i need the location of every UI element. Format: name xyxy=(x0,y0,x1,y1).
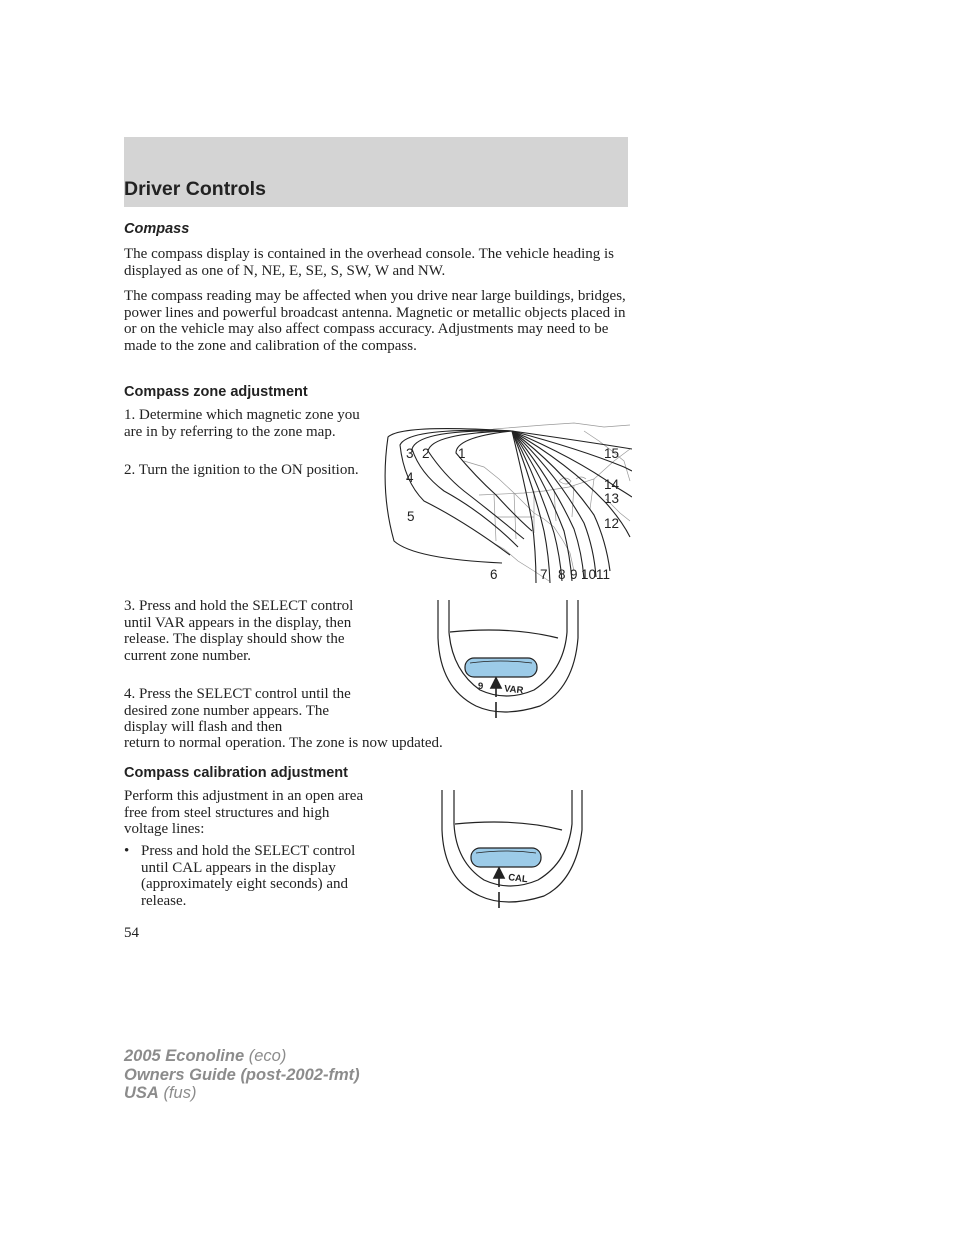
console-panel-line xyxy=(450,630,558,638)
compass-paragraph-2: The compass reading may be affected when you drive near large buildings, bridges, power lines and powerful broadcast antenna. Magnetic or metallic objects placed in or on the vehicle may also affect compass accuracy. Adjustments may need to be made to the zone and calibration of the compass. xyxy=(124,288,626,354)
zone-line xyxy=(512,431,610,571)
cal-display-illustration xyxy=(436,790,592,908)
var-display-illustration xyxy=(430,600,586,718)
footer-market: USA xyxy=(124,1084,159,1102)
cal-label: CAL xyxy=(507,872,529,886)
footer-line-2 xyxy=(124,1066,360,1085)
zone-step-2: 2. Turn the ignition to the ON position. xyxy=(124,462,359,478)
calibration-step: Press and hold the SELECT control until CAL appears in the display (approximately eight seconds) and release. xyxy=(141,843,356,909)
zone-label: 11 xyxy=(596,567,611,582)
zone-label: 2 xyxy=(422,446,430,461)
zone-step-4-continued: return to normal operation. The zone is now updated. xyxy=(124,735,443,751)
footer xyxy=(124,1047,360,1103)
zone-label: 14 xyxy=(604,477,620,492)
zone-label: 9 xyxy=(570,567,578,582)
compass-heading: Compass xyxy=(124,221,190,237)
console-outline xyxy=(442,790,582,902)
zone-line xyxy=(400,430,512,555)
page-title: Driver Controls xyxy=(124,178,266,200)
zone-label: 12 xyxy=(604,516,620,531)
console-inner-outline xyxy=(454,790,572,886)
footer-model-code: (eco) xyxy=(248,1047,287,1065)
zone-label: 1 xyxy=(458,446,466,461)
zone-label: 8 xyxy=(558,567,566,582)
zone-step-1: 1. Determine which magnetic zone you are in by referring to the zone map. xyxy=(124,407,360,440)
footer-guide: Owners Guide (post-2002-fmt) xyxy=(124,1065,360,1084)
zone-step-3: 3. Press and hold the SELECT control until VAR appears in the display, then release. The display should show the current zone number. xyxy=(124,598,354,664)
calibration-intro: Perform this adjustment in an open area free from steel structures and high voltage lines: xyxy=(124,788,364,838)
zone-label: 6 xyxy=(490,567,498,582)
zone-label: 10 xyxy=(581,567,597,582)
footer-line-3 xyxy=(124,1084,360,1103)
zone-line xyxy=(456,431,532,531)
zone-label: 4 xyxy=(406,470,414,485)
zone-label: 5 xyxy=(407,509,415,524)
console-outline xyxy=(438,600,578,712)
footer-line-1 xyxy=(124,1047,360,1066)
var-label: VAR xyxy=(503,683,524,697)
map-coastline xyxy=(584,431,630,521)
zone-heading: Compass zone adjustment xyxy=(124,384,308,400)
zone-line xyxy=(512,431,536,583)
compass-paragraph-1: The compass display is contained in the overhead console. The vehicle heading is displayed as one of N, NE, E, SE, S, SW, W and NW. xyxy=(124,246,614,279)
zone-label: 13 xyxy=(604,491,620,506)
zone-number-label: 9 xyxy=(478,681,484,692)
zone-label: 3 xyxy=(406,446,414,461)
footer-model: 2005 Econoline xyxy=(124,1047,245,1065)
zone-label: 7 xyxy=(540,567,548,582)
zone-line xyxy=(428,431,524,539)
zone-step-4: 4. Press the SELECT control until the desired zone number appears. The display will flash and then xyxy=(124,686,351,736)
console-panel-line xyxy=(455,822,562,830)
footer-market-code: (fus) xyxy=(163,1084,197,1102)
console-inner-outline xyxy=(449,600,567,696)
zone-label: 15 xyxy=(604,446,620,461)
zone-map xyxy=(384,421,632,584)
page-number: 54 xyxy=(124,925,139,941)
calibration-heading: Compass calibration adjustment xyxy=(124,765,348,781)
bullet: • xyxy=(124,843,130,859)
